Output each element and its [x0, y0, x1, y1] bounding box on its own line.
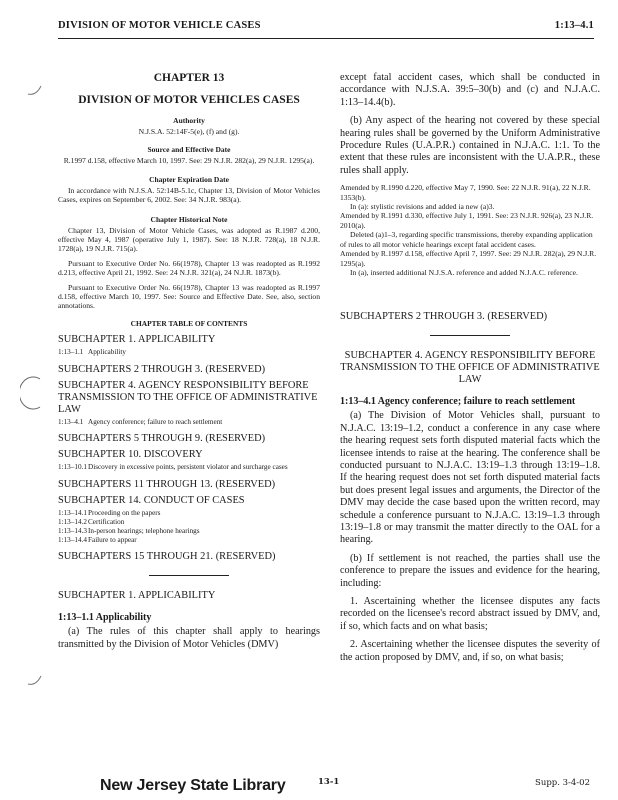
toc-section: 1:13–1.1 Applicability — [58, 347, 126, 356]
left-column — [58, 72, 320, 657]
header-rule — [58, 38, 594, 39]
history-label: Chapter Historical Note — [150, 214, 228, 224]
toc-section: 1:13–14.3 In-person hearings; telephone hearings — [58, 526, 200, 535]
history-paragraph: Pursuant to Executive Order No. 66(1978), Chapter 13 was readopted as R.1997 d.158, effective March 10, 1997. See: Source and Effective Date. See, also, section annotations. — [58, 282, 320, 311]
toc-subchapter: SUBCHAPTERS 11 THROUGH 13. (RESERVED) — [58, 479, 276, 491]
header-title: DIVISION OF MOTOR VEHICLE CASES — [58, 20, 261, 31]
toc-section: 1:13–4.1 Agency conference; failure to reach settlement — [58, 417, 223, 426]
body-paragraph: (b) Any aspect of the hearing not covered by these special hearing rules shall be governed by the Uniform Administrative Procedure Rules (U.A.P.R.) contained in N.J.A.C. 1:1. To the extent that these rules are inconsistent with the U.A.P.R., these rules shall apply. — [340, 115, 600, 176]
toc-subchapter: SUBCHAPTER 4. AGENCY RESPONSIBILITY BEFORE TRANSMISSION TO THE OFFICE OF ADMINISTRATIVE LAW — [58, 379, 318, 415]
toc-subchapter: SUBCHAPTERS 2 THROUGH 3. (RESERVED) — [58, 363, 266, 375]
expiration-text: In accordance with N.J.S.A. 52:14B-5.1c, Chapter 13, Division of Motor Vehicles Cases, expires on September 6, 2002. See: 34 N.J.R. 983(a). — [58, 185, 320, 205]
page-number: 13-1 — [318, 777, 340, 787]
body-paragraph: (a) The Division of Motor Vehicles shall, pursuant to N.J.A.C. 13:19–1.2, conduct a conference in any case where the hearing request sets forth disputed material facts which the licensee intends to raise at the hearing. The conference shall be conducted pursuant to N.J.A.C. 13:19–1.3 through 13:19–1.8. If the hearing request does not set forth disputed material facts but does present legal issues and arguments, the Director of the DMV may decide the case based upon the written record, may schedule a conference pursuant to N.J.A.C. 13:19–1.3 through 13:19–1.8 or may transmit the matter directly to the OAL for a hearing. — [340, 410, 600, 546]
toc-section: 1:13–14.2 Certification — [58, 518, 125, 527]
chapter-title: DIVISION OF MOTOR VEHICLES CASES — [78, 94, 300, 106]
source-text: R.1997 d.158, effective March 10, 1997. See: 29 N.J.R. 282(a), 29 N.J.R. 1295(a). — [63, 156, 315, 166]
amendment-note: Amended by R.1997 d.158, effective April 7, 1997. See: 29 N.J.R. 282(a), 29 N.J.R. 1295(a). — [340, 249, 597, 268]
toc-section: 1:13–14.1 Proceeding on the papers — [58, 509, 161, 518]
source-label: Source and Effective Date — [147, 145, 231, 155]
section-divider — [430, 335, 510, 336]
body-paragraph: (b) If settlement is not reached, the parties shall use the conference to prepare the issues and evidence for the hearing, including: — [340, 552, 600, 589]
history-paragraph: Pursuant to Executive Order No. 66(1978), Chapter 13 was readopted as R.1992 d.213, effective April 21, 1992. See: 24 N.J.R. 321(a), 24 N.J.R. 1873(b). — [58, 258, 320, 278]
chapter-number: CHAPTER 13 — [153, 72, 225, 84]
toc-subchapter: SUBCHAPTER 14. CONDUCT OF CASES — [58, 495, 245, 507]
toc-subchapter: SUBCHAPTER 1. APPLICABILITY — [58, 333, 216, 345]
toc-subchapter: SUBCHAPTER 10. DISCOVERY — [58, 449, 203, 461]
library-stamp: New Jersey State Library — [100, 777, 286, 794]
toc-heading: CHAPTER TABLE OF CONTENTS — [130, 318, 248, 328]
toc-section: 1:13–10.1 Discovery in excessive points, persistent violator and surcharge cases — [58, 463, 288, 472]
section-divider — [149, 575, 229, 576]
subchapter-heading: SUBCHAPTER 4. AGENCY RESPONSIBILITY BEFORE TRANSMISSION TO THE OFFICE OF ADMINISTRATIVE LAW — [340, 350, 600, 386]
list-item: 2. Ascertaining whether the licensee disputes the severity of the action proposed by DMV, and, if so, on what basis; — [340, 639, 600, 663]
body-paragraph: except fatal accident cases, which shall be conducted in accordance with N.J.S.A. 39:5–30(b) and (c) and N.J.A.C. 1:13–14.4(b). — [340, 72, 600, 108]
running-header — [58, 20, 594, 36]
amendment-note: In (a): stylistic revisions and added ia new (a)3. — [350, 202, 495, 212]
section-heading: 1:13–1.1 Applicability — [58, 612, 152, 624]
section-heading: 1:13–4.1 Agency conference; failure to reach settlement — [340, 396, 576, 408]
authority-label: Authority — [173, 116, 205, 125]
subchapter-heading: SUBCHAPTER 1. APPLICABILITY — [58, 590, 216, 602]
history-paragraph: Chapter 13, Division of Motor Vehicle Cases, was adopted as R.1987 d.200, effective May 4, 1987 (operative July 1, 1987). See: 18 N.J.R. 728(a), 18 N.J.R. 1728(a), 19 N.J.R. 715(a). — [58, 225, 320, 254]
toc-subchapter: SUBCHAPTERS 15 THROUGH 21. (RESERVED) — [58, 551, 276, 563]
supplement-date: Supp. 3-4-02 — [535, 778, 590, 788]
list-item: 1. Ascertaining whether the licensee disputes any facts recorded on the licensee's record abstract issued by DMV, and, if so, which facts and on what basis; — [340, 596, 600, 632]
binding-hole-icon — [20, 375, 46, 411]
authority-text: N.J.S.A. 52:14F-5(e), (f) and (g). — [138, 127, 240, 136]
amendment-note: Deleted (a)1–3, regarding specific transmissions, thereby expanding application of rules to all motor vehicle hearings except fatal accident cases. — [340, 230, 593, 249]
subchapter-heading: SUBCHAPTERS 2 THROUGH 3. (RESERVED) — [340, 311, 548, 323]
toc-section: 1:13–14.4 Failure to appear — [58, 535, 137, 544]
amendment-note: Amended by R.1991 d.330, effective July 1, 1991. See: 23 N.J.R. 926(a), 23 N.J.R. 2010(a). — [340, 211, 594, 230]
expiration-label: Chapter Expiration Date — [149, 174, 229, 184]
binding-mark-top — [26, 82, 44, 98]
amendment-note: Amended by R.1990 d.220, effective May 7, 1990. See: 22 N.J.R. 91(a), 22 N.J.R. 1353(b). — [340, 183, 591, 202]
right-column — [340, 72, 600, 670]
header-section: 1:13–4.1 — [554, 20, 594, 31]
body-paragraph: (a) The rules of this chapter shall apply to hearings transmitted by the Division of Motor Vehicles (DMV) — [58, 626, 320, 650]
binding-mark-bottom — [26, 672, 44, 688]
amendment-note: In (a), inserted additional N.J.S.A. reference and added N.J.A.C. reference. — [350, 267, 578, 277]
toc-subchapter: SUBCHAPTERS 5 THROUGH 9. (RESERVED) — [58, 433, 266, 445]
